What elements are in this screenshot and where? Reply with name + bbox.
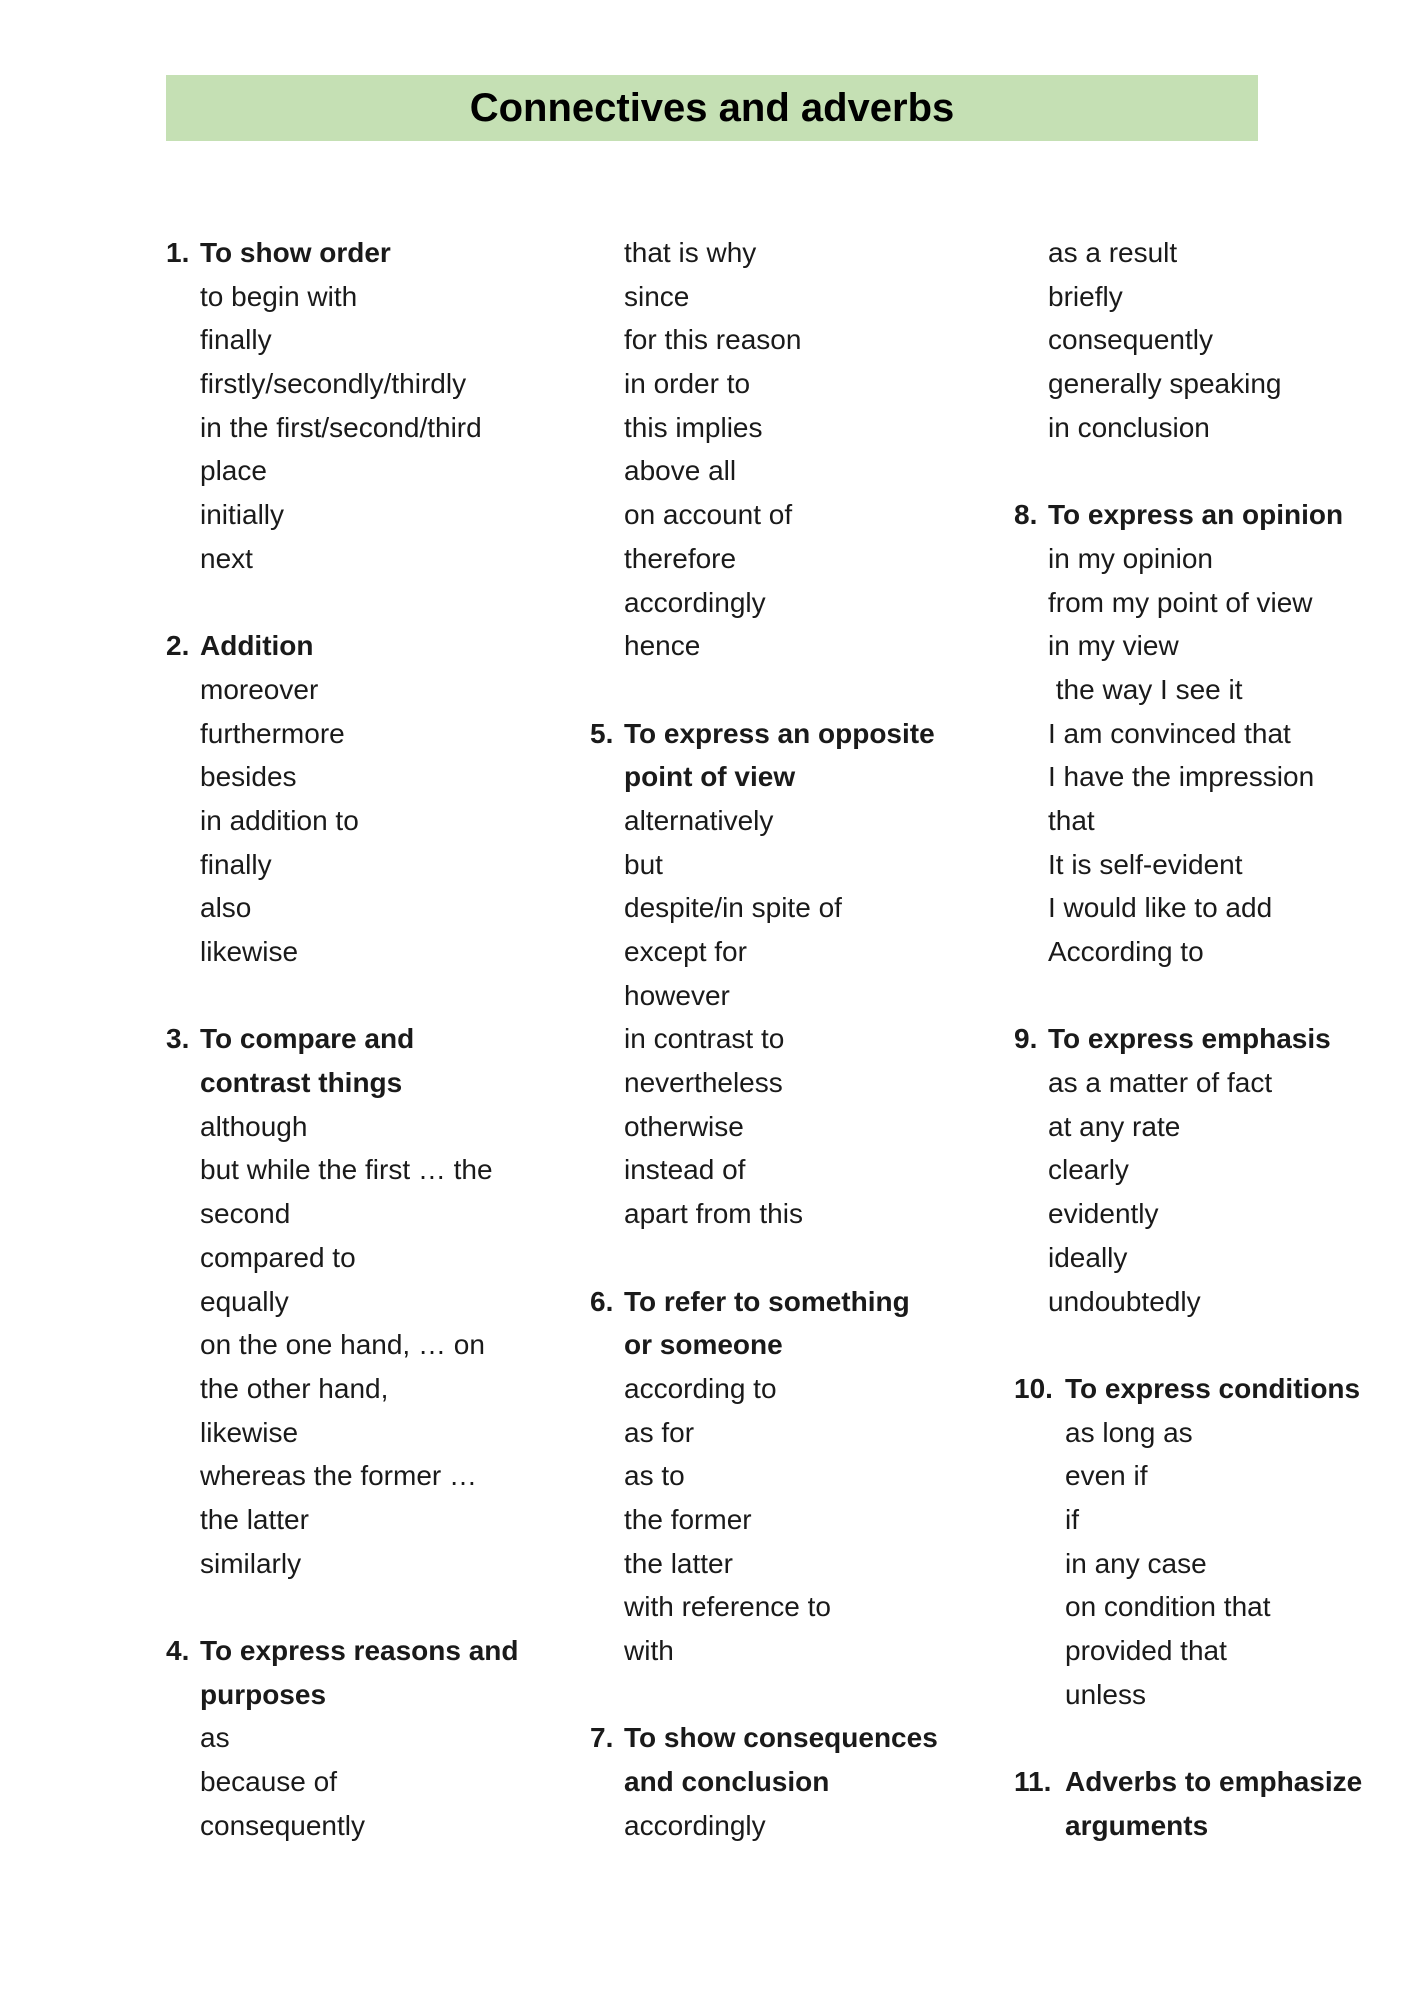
list-item: from my point of view [1048,586,1313,618]
section-heading-text: To refer to something [624,1285,910,1317]
section-gap [590,1673,970,1717]
list-item: undoubtedly [1048,1285,1201,1317]
section-heading [590,1280,970,1324]
section-heading-text: To express an opposite [624,717,935,749]
list-item: nevertheless [624,1067,783,1099]
list-item: clearly [1048,1154,1129,1186]
section-number: 6. [590,1285,614,1317]
section-heading [1014,1804,1404,1848]
list-item: generally speaking [1048,368,1282,400]
column-3 [1014,231,1404,1847]
list-item: the former [624,1503,752,1535]
section-gap [1014,974,1404,1018]
section-gap [590,668,970,712]
section-gap [166,581,546,625]
list-item: the other hand, [200,1372,389,1404]
list-item: in the first/second/third [200,411,482,443]
section-heading-text: and conclusion [624,1766,830,1798]
section-heading-text: or someone [624,1329,783,1361]
list-item: with [624,1635,674,1666]
title-banner [166,75,1258,141]
section-heading [166,231,546,275]
list-item: I am convinced that [1048,717,1291,749]
page-title: Connectives and adverbs [469,85,955,130]
list-item: as a matter of fact [1048,1067,1273,1099]
list-item: that [1048,804,1095,836]
list-item: apart from this [624,1198,803,1230]
section-heading-text: point of view [624,761,796,793]
list-item: similarly [200,1547,302,1579]
list-item: likewise [200,936,299,967]
list-item: to begin with [200,280,358,312]
section-heading-text: To show consequences [624,1722,938,1754]
list-item: unless [1065,1678,1146,1710]
list-item: despite/in spite of [624,892,842,924]
section-number: 3. [166,1023,190,1055]
list-item: in order to [624,368,751,400]
section-number: 5. [590,717,614,749]
list-item: for this reason [624,324,802,356]
list-item: place [200,455,267,487]
section-heading-text: To express reasons and [200,1635,519,1666]
list-item: besides [200,761,297,793]
section-number: 11. [1014,1766,1052,1798]
section-number: 1. [166,237,190,268]
list-item: the latter [200,1503,309,1535]
list-item: according to [624,1372,777,1404]
list-item: otherwise [624,1110,744,1142]
section-heading [590,712,970,756]
list-item: this implies [624,411,763,443]
section-heading [590,755,970,799]
list-item: furthermore [200,717,345,749]
list-item: in addition to [200,804,359,836]
list-item: as a result [1048,237,1178,268]
section-heading-text: To compare and [200,1023,415,1055]
section-heading-text: To show order [200,237,391,268]
list-item: According to [1048,936,1204,967]
list-item: accordingly [624,586,766,618]
section-heading-text: contrast things [200,1067,403,1099]
list-item: as [200,1722,230,1754]
list-item: as to [624,1460,685,1492]
list-item: since [624,280,690,312]
list-item: as long as [1065,1416,1193,1448]
list-item: also [200,892,252,924]
list-item: equally [200,1285,289,1317]
section-heading-text: To express an opinion [1048,499,1344,531]
list-item: whereas the former … [200,1460,477,1492]
list-item: moreover [200,673,319,705]
list-item: but while the first … the [200,1154,493,1186]
section-heading [166,1017,546,1061]
section-heading [590,1760,970,1804]
list-item: ideally [1048,1241,1128,1273]
list-item: I would like to add [1048,892,1273,924]
section-number: 4. [166,1635,190,1666]
list-item: next [200,542,253,574]
list-item: in conclusion [1048,411,1210,443]
section-heading [1014,1367,1404,1411]
section-gap [1014,1323,1404,1367]
section-heading-text: To express emphasis [1048,1023,1331,1055]
list-item: the latter [624,1547,733,1579]
section-number: 8. [1014,499,1038,531]
section-heading-text: To express conditions [1065,1372,1361,1404]
section-heading [590,1323,970,1367]
list-item: consequently [1048,324,1214,356]
section-gap [166,1585,546,1629]
list-item: because of [200,1766,337,1798]
list-item: consequently [200,1809,366,1841]
list-item: above all [624,455,737,487]
section-heading [166,1673,546,1717]
list-item: in my opinion [1048,542,1213,574]
list-item: finally [200,324,272,356]
list-item: however [624,979,730,1011]
list-item: with reference to [624,1591,831,1623]
section-heading [166,624,546,668]
list-item: even if [1065,1460,1148,1492]
list-item: finally [200,848,272,880]
list-item: therefore [624,542,737,574]
section-heading-text: arguments [1065,1809,1209,1841]
section-heading [1014,1760,1404,1804]
list-item: alternatively [624,804,774,836]
section-number: 10. [1014,1372,1053,1404]
section-number: 9. [1014,1023,1038,1055]
list-item: It is self-evident [1048,848,1243,880]
section-gap [166,974,546,1018]
list-item: provided that [1065,1635,1227,1666]
section-number: 2. [166,630,190,662]
list-item: although [200,1110,308,1142]
list-item: compared to [200,1241,356,1273]
list-item: at any rate [1048,1110,1181,1142]
list-item: instead of [624,1154,746,1186]
section-gap [1014,449,1404,493]
list-item: that is why [624,237,757,268]
list-item: firstly/secondly/thirdly [200,368,467,400]
section-heading-text: purposes [200,1678,327,1710]
list-item: as for [624,1416,695,1448]
list-item: the way I see it [1048,673,1243,705]
list-item: briefly [1048,280,1123,312]
list-item: in my view [1048,630,1179,662]
list-item: on condition that [1065,1591,1271,1623]
section-gap [1014,1716,1404,1760]
section-heading [166,1061,546,1105]
section-heading-text: Addition [200,630,314,662]
list-item: in contrast to [624,1023,785,1055]
list-item: initially [200,499,285,531]
list-item: except for [624,936,747,967]
section-heading [590,1716,970,1760]
column-1 [166,231,546,1847]
list-item: on the one hand, … on [200,1329,485,1361]
list-item: if [1065,1503,1079,1535]
column-2 [590,231,970,1847]
section-gap [590,1236,970,1280]
list-item: accordingly [624,1809,766,1841]
list-item: but [624,848,663,880]
section-heading [166,1629,546,1673]
section-heading-text: Adverbs to emphasize [1065,1766,1363,1798]
list-item: in any case [1065,1547,1207,1579]
section-heading [1014,493,1404,537]
list-item: likewise [200,1416,299,1448]
list-item: on account of [624,499,793,531]
list-item: second [200,1198,291,1230]
list-item: hence [624,630,701,662]
list-item: evidently [1048,1198,1159,1230]
section-heading [1014,1017,1404,1061]
section-number: 7. [590,1722,614,1754]
list-item: I have the impression [1048,761,1315,793]
